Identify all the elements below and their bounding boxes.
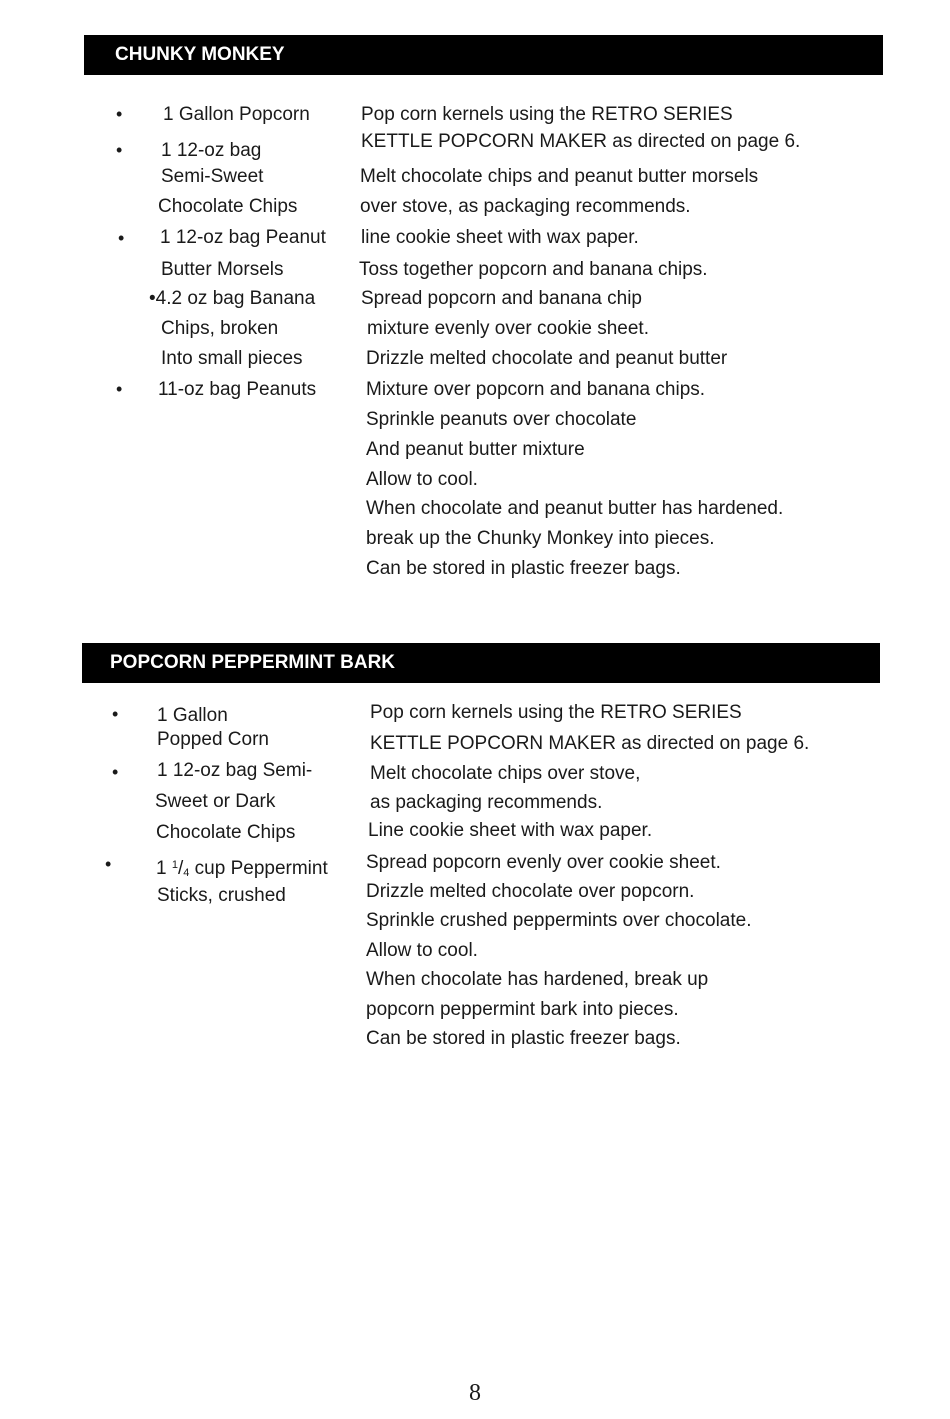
direction-line: Drizzle melted chocolate and peanut butter: [366, 348, 728, 369]
direction-line: Can be stored in plastic freezer bags.: [366, 1028, 681, 1049]
bullet-icon: •: [116, 379, 123, 399]
direction-line: Melt chocolate chips and peanut butter morsels: [360, 166, 759, 187]
section-header-chunky-monkey: [84, 35, 883, 75]
direction-line: Sprinkle peanuts over chocolate: [366, 409, 637, 430]
ingredient-line: 1 Gallon Popcorn: [163, 104, 310, 125]
ingredient-line: Chocolate Chips: [158, 196, 298, 217]
fraction-whole: 1: [156, 858, 167, 879]
ingredient-line: 1 Gallon: [157, 705, 228, 726]
direction-line: KETTLE POPCORN MAKER as directed on page 6.: [370, 733, 810, 754]
direction-line: Can be stored in plastic freezer bags.: [366, 558, 681, 579]
ingredient-text: cup Peppermint: [194, 858, 328, 879]
ingredient-line: 11-oz bag Peanuts: [158, 379, 317, 400]
direction-line: as packaging recommends.: [370, 792, 603, 813]
ingredient-line: •4.2 oz bag Banana: [149, 288, 316, 309]
direction-line: Line cookie sheet with wax paper.: [368, 820, 653, 841]
fraction-numerator: 1: [171, 859, 178, 871]
direction-line: popcorn peppermint bark into pieces.: [366, 999, 679, 1020]
ingredient-line: Chocolate Chips: [156, 822, 296, 843]
ingredient-line: 1 12-oz bag Peanut: [160, 227, 326, 248]
direction-line: Pop corn kernels using the RETRO SERIES: [361, 104, 733, 125]
bullet-icon: •: [112, 704, 119, 724]
section-title: CHUNKY MONKEY: [115, 44, 285, 65]
direction-line: Allow to cool.: [366, 469, 478, 490]
direction-line: And peanut butter mixture: [366, 439, 585, 460]
direction-line: over stove, as packaging recommends.: [360, 196, 691, 217]
ingredient-line: Into small pieces: [161, 348, 303, 369]
direction-line: Drizzle melted chocolate over popcorn.: [366, 881, 695, 902]
direction-line: Melt chocolate chips over stove,: [370, 763, 641, 784]
direction-line: Allow to cool.: [366, 940, 478, 961]
fraction-denominator: 4: [183, 867, 190, 879]
bullet-icon: •: [116, 104, 123, 124]
direction-line: When chocolate has hardened, break up: [366, 969, 709, 990]
direction-line: Spread popcorn evenly over cookie sheet.: [366, 852, 721, 873]
bullet-icon: •: [112, 762, 119, 782]
ingredient-line: 1 12-oz bag: [161, 140, 262, 161]
direction-line: Toss together popcorn and banana chips.: [359, 259, 708, 280]
ingredient-line: Chips, broken: [161, 318, 279, 339]
ingredient-line: Sticks, crushed: [157, 885, 286, 906]
ingredient-line: Sweet or Dark: [155, 791, 276, 812]
ingredient-line: Semi-Sweet: [161, 166, 264, 187]
page-number: 8: [469, 1380, 481, 1406]
direction-line: Sprinkle crushed peppermints over chocolate.: [366, 910, 752, 931]
fraction-slash: /: [177, 858, 184, 879]
direction-line: Mixture over popcorn and banana chips.: [366, 379, 706, 400]
ingredient-line: Butter Morsels: [161, 259, 284, 280]
direction-line: mixture evenly over cookie sheet.: [367, 318, 649, 339]
direction-line: Spread popcorn and banana chip: [361, 288, 643, 309]
bullet-icon: •: [116, 140, 123, 160]
section-header-popcorn-peppermint-bark: [82, 643, 880, 683]
direction-line: Pop corn kernels using the RETRO SERIES: [370, 702, 742, 723]
bullet-icon: •: [105, 854, 112, 874]
direction-line: break up the Chunky Monkey into pieces.: [366, 528, 715, 549]
direction-line: When chocolate and peanut butter has hardened.: [366, 498, 784, 519]
direction-line: line cookie sheet with wax paper.: [361, 227, 639, 248]
bullet-icon: •: [118, 228, 125, 248]
ingredient-line-peppermint: [156, 854, 328, 884]
ingredient-line: 1 12-oz bag Semi-: [157, 760, 313, 781]
direction-line: KETTLE POPCORN MAKER as directed on page 6.: [361, 131, 801, 152]
section-title: POPCORN PEPPERMINT BARK: [110, 652, 396, 673]
ingredient-line: Popped Corn: [157, 729, 269, 750]
